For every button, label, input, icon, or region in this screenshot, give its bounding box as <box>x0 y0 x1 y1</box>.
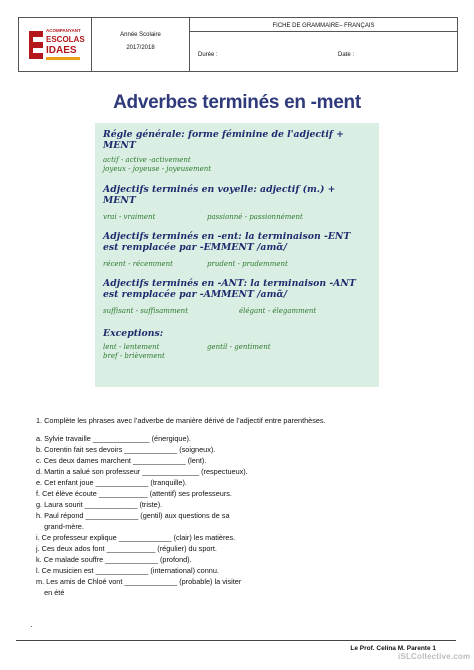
logo-cell <box>19 18 92 71</box>
date-label: Date : <box>338 52 355 58</box>
exercise-item: grand-mère. <box>36 522 84 531</box>
rule-exception-example: gentil - gentiment <box>207 343 271 351</box>
footer-divider <box>16 640 456 641</box>
rule-ent-example: prudent - prudemment <box>207 260 288 268</box>
exercise-item: e. Cet enfant joue _____________ (tranquille). <box>36 478 187 487</box>
exercise-instruction: 1. Complète les phrases avec l’adverbe de manière dérivé de l’adjectif entre parenthèses. <box>36 416 326 425</box>
rule-ant-heading: Adjectifs terminés en -ANT: la terminaison -ANT <box>103 278 356 289</box>
header-table <box>18 17 458 72</box>
rule-exceptions-heading: Exceptions: <box>103 328 164 339</box>
school-logo <box>29 27 85 61</box>
year-value: 2017/2018 <box>126 45 155 51</box>
exercise-item: g. Laura sourit _____________ (triste). <box>36 500 163 509</box>
rule-voyelle-heading: Adjectifs terminés en voyelle: adjectif (m.) + MENT <box>103 184 336 206</box>
exercise-item: l. Ce musicien est _____________ (international) connu. <box>36 566 219 575</box>
exercise-item: c. Ces deux dames marchent _____________ (lent). <box>36 456 207 465</box>
logo-line3: IDAES <box>46 44 77 56</box>
logo-e-mark <box>29 31 43 59</box>
rule-voyelle-example: passionné - passionnément <box>207 213 303 221</box>
year-label: Année Scolaire <box>120 32 161 38</box>
rule-general-example: actif - active -activement <box>103 156 191 164</box>
page-title: Adverbes terminés en -ment <box>113 92 361 113</box>
exercise-item: h. Paul répond _____________ (gentil) aux questions de sa <box>36 511 230 520</box>
rule-ant-example: suffisant - suffisamment <box>103 307 189 315</box>
fiche-title: FICHE DE GRAMMAIRE– FRANÇAIS <box>272 23 375 29</box>
watermark: iSLCollective.com <box>398 652 471 661</box>
fiche-divider <box>190 31 457 32</box>
rule-ant-example: élégant - élegamment <box>239 307 317 315</box>
rule-ent-heading: Adjectifs terminés en -ent: la terminaison -ENT <box>103 231 351 242</box>
rule-general-heading: Régle générale: forme féminine de l'adjectif + MENT <box>103 129 344 151</box>
exercise-item: m. Les amis de Chloé vont _____________ (probable) la visiter <box>36 577 242 586</box>
rule-ant-heading: est remplacée par -AMMENT /amɑ̃/ <box>103 289 287 300</box>
exercise-item: b. Corentin fait ses devoirs _____________ (soigneux). <box>36 445 216 454</box>
logo-bar <box>46 57 80 60</box>
rule-exception-example: lent - lentement <box>103 343 160 351</box>
exercise-item: a. Sylvie travaille ______________ (énergique). <box>36 434 191 443</box>
exercise-item: f. Cet élève écoute ____________ (attentif) ses professeurs. <box>36 489 232 498</box>
rule-exception-example: bref - brièvement <box>103 352 165 360</box>
logo-line1: ACOMPANYANT <box>46 27 81 33</box>
duree-label: Durée : <box>198 52 218 58</box>
rule-general-example: joyeux - joyeuse - joyeusement <box>103 165 212 173</box>
rule-ent-heading: est remplacée par -EMMENT /amɑ̃/ <box>103 242 287 253</box>
exercise-item: i. Ce professeur explique _____________ (clair) les matières. <box>36 533 236 542</box>
footer-author: Le Prof. Celina M. Parente 1 <box>350 645 436 652</box>
rule-ent-example: récent - récemment <box>103 260 173 268</box>
rule-voyelle-example: vrai - vraiment <box>103 213 156 221</box>
exercise-item: j. Ces deux ados font ____________ (régulier) du sport. <box>36 544 217 553</box>
rules-box <box>95 123 379 387</box>
exercise-item: d. Martin a salué son professeur ______________ (respectueux). <box>36 467 248 476</box>
stray-dot: · <box>30 622 33 631</box>
year-cell <box>92 18 190 71</box>
fiche-cell <box>190 18 457 71</box>
logo-line2: ESCOLAS <box>46 34 85 44</box>
exercise-item: en été <box>36 588 65 597</box>
exercise-item: k. Ce malade souffre _____________ (profond). <box>36 555 192 564</box>
